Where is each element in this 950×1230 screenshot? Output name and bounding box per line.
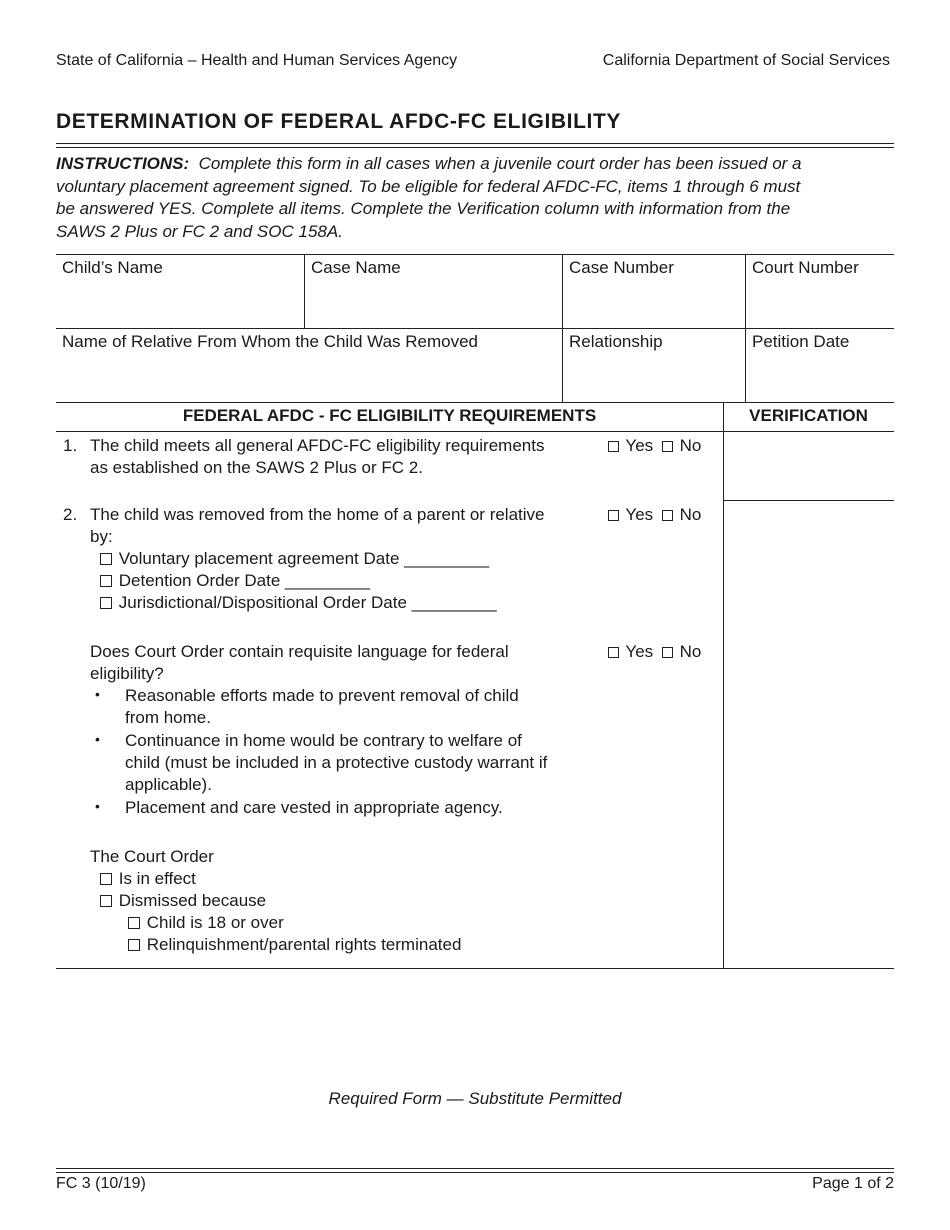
item2-text-line1: The child was removed from the home of a parent or relative <box>90 505 545 524</box>
jurisdictional-option <box>100 593 497 613</box>
fields-mid-rule <box>56 328 894 329</box>
item1-no-checkbox[interactable] <box>662 441 673 452</box>
instructions-line4: SAWS 2 Plus or FC 2 and SOC 158A. <box>56 221 343 241</box>
bullet2-line2: child (must be included in a protective custody warrant if <box>125 753 548 772</box>
instructions-line2: voluntary placement agreement signed. To be eligible for federal AFDC-FC, items 1 through 6 must <box>56 176 801 196</box>
detention-checkbox[interactable] <box>100 575 112 587</box>
item1-answer <box>608 436 701 456</box>
verification-divider <box>723 402 724 969</box>
case-name-field[interactable]: Case Name <box>311 258 401 277</box>
footer-rule-top <box>56 1168 894 1169</box>
voluntary-checkbox[interactable] <box>100 553 112 565</box>
bullet-3: • <box>95 798 100 814</box>
instructions <box>56 153 894 243</box>
bullet2-line1: Continuance in home would be contrary to welfare of <box>125 731 522 750</box>
fields-bottom-rule <box>56 402 894 403</box>
bullet1-line1: Reasonable efforts made to prevent removal of child <box>125 686 519 705</box>
agency-name: State of California – Health and Human Services Agency <box>56 52 458 69</box>
bullet-1: • <box>95 686 100 702</box>
item1-no-label: No <box>679 436 702 455</box>
item1-text-line1: The child meets all general AFDC-FC eligibility requirements <box>90 436 545 455</box>
relationship-field[interactable]: Relationship <box>569 332 663 351</box>
court-number-field[interactable]: Court Number <box>752 258 859 277</box>
dismissed-option <box>100 891 266 911</box>
instructions-lead: INSTRUCTIONS: <box>56 154 190 173</box>
jurisdictional-checkbox[interactable] <box>100 597 112 609</box>
dismissed-checkbox[interactable] <box>100 895 112 907</box>
fields-divider-3 <box>745 254 746 402</box>
in-effect-checkbox[interactable] <box>100 873 112 885</box>
item2-text-line2: by: <box>90 527 113 546</box>
court-language-no-checkbox[interactable] <box>662 647 673 658</box>
item2-number: 2. <box>63 505 78 524</box>
page-number: Page 1 of 2 <box>812 1175 894 1192</box>
instructions-line1: Complete this form in all cases when a juvenile court order has been issued or a <box>198 154 802 173</box>
relinquishment-checkbox[interactable] <box>128 939 140 951</box>
fields-divider-2 <box>562 254 563 402</box>
bullet-2: • <box>95 731 100 747</box>
over-18-checkbox[interactable] <box>128 917 140 929</box>
court-language-yes-label: Yes <box>625 642 654 661</box>
detention-option <box>100 571 370 591</box>
instructions-line3: be answered YES. Complete all items. Complete the Verification column with information from the <box>56 199 791 219</box>
relinquishment-label: Relinquishment/parental rights terminated <box>146 935 462 954</box>
title-rule-top <box>56 143 894 144</box>
item1-number: 1. <box>63 436 78 455</box>
in-effect-option <box>100 869 196 889</box>
jurisdictional-label: Jurisdictional/Dispositional Order Date _________ <box>118 593 497 612</box>
court-language-yes-checkbox[interactable] <box>608 647 619 658</box>
item1-yes-label: Yes <box>625 436 654 455</box>
over-18-label: Child is 18 or over <box>146 913 284 932</box>
in-effect-label: Is in effect <box>118 869 196 888</box>
voluntary-option <box>100 549 489 569</box>
form-id: FC 3 (10/19) <box>56 1175 146 1192</box>
table-bottom-rule <box>56 968 894 969</box>
item1-text-line2: as established on the SAWS 2 Plus or FC 2. <box>90 458 423 477</box>
item2-yes-checkbox[interactable] <box>608 510 619 521</box>
petition-date-field[interactable]: Petition Date <box>752 332 850 351</box>
item2-yes-label: Yes <box>625 505 654 524</box>
item2-answer <box>608 505 701 525</box>
relative-name-field[interactable]: Name of Relative From Whom the Child Was Removed <box>62 332 479 351</box>
dismissed-label: Dismissed because <box>118 891 267 910</box>
item2-no-label: No <box>679 505 702 524</box>
court-language-answer <box>608 642 701 662</box>
department-name: California Department of Social Services <box>602 52 890 69</box>
childs-name-field[interactable]: Child’s Name <box>62 258 163 277</box>
voluntary-label: Voluntary placement agreement Date _________ <box>118 549 490 568</box>
form-title: DETERMINATION OF FEDERAL AFDC-FC ELIGIBILITY <box>56 110 621 133</box>
footer-rule-bottom <box>56 1172 894 1173</box>
bullet1-line2: from home. <box>125 708 211 727</box>
over-18-option <box>128 913 284 933</box>
detention-label: Detention Order Date _________ <box>118 571 371 590</box>
item1-yes-checkbox[interactable] <box>608 441 619 452</box>
item1-verification-rule <box>723 500 894 501</box>
court-language-question-line2: eligibility? <box>90 664 164 683</box>
bullet2-line3: applicable). <box>125 775 212 794</box>
court-language-no-label: No <box>679 642 702 661</box>
fields-divider-1 <box>304 254 305 328</box>
relinquishment-option <box>128 935 461 955</box>
court-order-label: The Court Order <box>90 847 214 866</box>
bullet3-line1: Placement and care vested in appropriate agency. <box>125 798 503 817</box>
item2-no-checkbox[interactable] <box>662 510 673 521</box>
required-form-notice: Required Form — Substitute Permitted <box>328 1089 622 1108</box>
title-rule-bottom <box>56 147 894 148</box>
requirements-column-header: FEDERAL AFDC - FC ELIGIBILITY REQUIREMENTS <box>182 406 597 425</box>
court-language-question-line1: Does Court Order contain requisite language for federal <box>90 642 509 661</box>
table-header-rule <box>56 431 894 432</box>
verification-column-header: VERIFICATION <box>749 406 868 425</box>
case-number-field[interactable]: Case Number <box>569 258 674 277</box>
fields-top-rule <box>56 254 894 255</box>
